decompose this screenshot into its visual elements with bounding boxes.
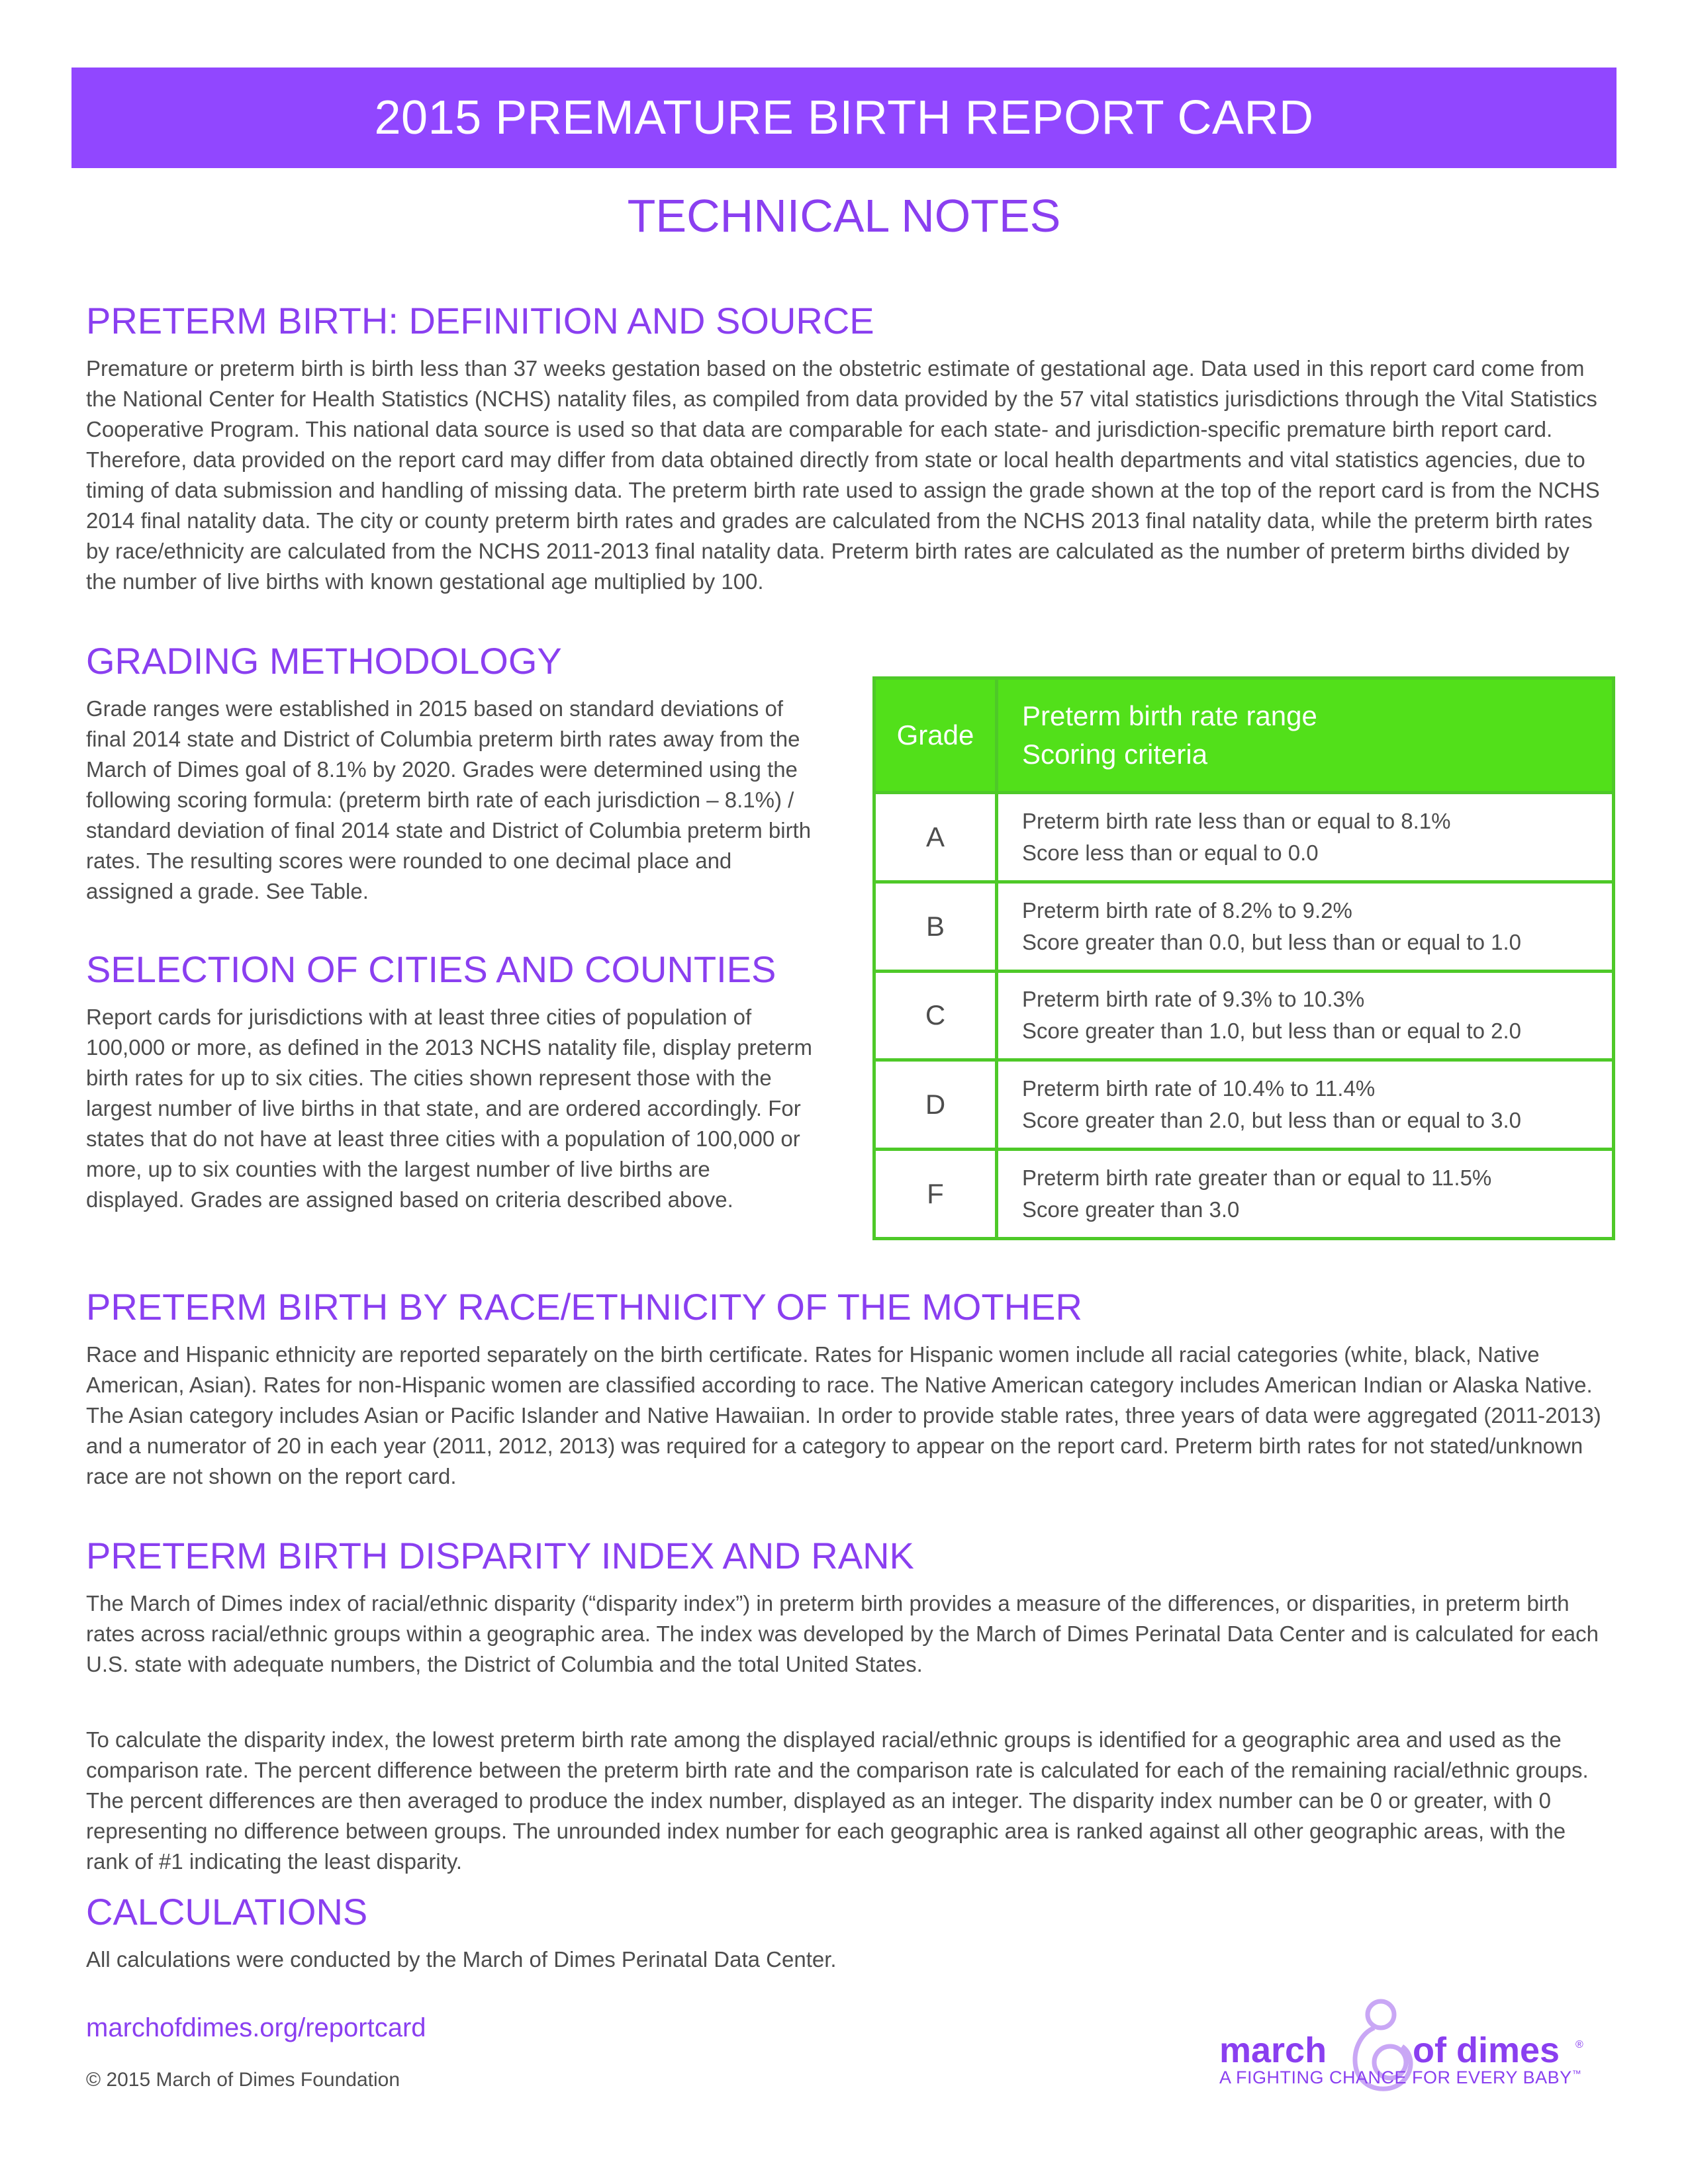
- race-heading: PRETERM BIRTH BY RACE/ETHNICITY OF THE MOTHER: [86, 1286, 1082, 1328]
- grading-heading: GRADING METHODOLOGY: [86, 640, 562, 682]
- tagline: [1219, 2068, 1581, 2088]
- criteria-cell: [997, 971, 1614, 1060]
- criteria-header-label: Scoring criteria: [1022, 739, 1208, 770]
- criteria-text: Score less than or equal to 0.0: [1022, 840, 1319, 865]
- range-header-label: Preterm birth rate range: [1022, 700, 1317, 731]
- race-body: Race and Hispanic ethnicity are reported separately on the birth certificate. Rates for Hispanic women include all racial categories (white, black, Native American, Asian). Rates for non-Hispanic women are classified according to race. The Native American category includes American Indian or Alaska Native. The Asian category includes Asian or Pacific Islander and Native Hawaiian. In order to provide stable rates, three years of data were aggregated (2011-2013) and a numerator of 20 in each year (2011, 2012, 2013) was required for a category to appear on the report card. Preterm birth rates for not stated/unknown race are not shown on the report card.: [86, 1342, 1601, 1488]
- table-row: [874, 1150, 1614, 1239]
- criteria-cell: [997, 1150, 1614, 1239]
- report-card-banner: [71, 68, 1617, 168]
- copyright-text: © 2015 March of Dimes Foundation: [86, 2069, 400, 2091]
- criteria-text: Score greater than 1.0, but less than or equal to 2.0: [1022, 1019, 1521, 1044]
- criteria-text: Score greater than 3.0: [1022, 1197, 1240, 1222]
- criteria-cell: [997, 1060, 1614, 1150]
- range-text: Preterm birth rate less than or equal to 8.1%: [1022, 808, 1451, 833]
- definition-body: Premature or preterm birth is birth less than 37 weeks gestation based on the obstetric estimate of gestational age. Data used in this report card come from the National Center for Health Statistics (NCHS) natality files, as compiled from data provided by the 57 vital statistics jurisdictions through the Vital Statistics Cooperative Program. This national data source is used so that data are comparable for each state- and jurisdiction-specific premature birth report card. Therefore, data provided on the report card may differ from data obtained directly from state or local health departments and vital statistics agencies, due to timing of data submission and handling of missing data. The preterm birth rate used to assign the grade shown at the top of the report card is from the NCHS 2014 final natality data. The city or county preterm birth rates and grades are calculated from the NCHS 2013 final natality data, while the preterm birth rates by race/ethnicity are calculated from the NCHS 2011-2013 final natality data. Preterm birth rates are calculated as the number of preterm births divided by the number of live births with known gestational age multiplied by 100.: [86, 356, 1600, 594]
- page-title: TECHNICAL NOTES: [627, 190, 1061, 242]
- table-row: [874, 793, 1614, 882]
- definition-heading: PRETERM BIRTH: DEFINITION AND SOURCE: [86, 300, 874, 341]
- report-card-link[interactable]: marchofdimes.org/reportcard: [86, 2013, 426, 2042]
- criteria-text: Score greater than 0.0, but less than or equal to 1.0: [1022, 929, 1521, 954]
- tagline-trademark: ™: [1571, 2068, 1582, 2079]
- grade-cell: A: [874, 793, 997, 882]
- table-row: [874, 882, 1614, 971]
- grade-cell: B: [874, 882, 997, 971]
- disparity-body-1: The March of Dimes index of racial/ethnic disparity (“disparity index”) in preterm birth provides a measure of the differences, or disparities, in preterm birth rates across racial/ethnic groups within a geographic area. The index was developed by the March of Dimes Perinatal Data Center and is calculated for each U.S. state with adequate numbers, the District of Columbia and the total United States.: [86, 1591, 1599, 1676]
- criteria-cell: [997, 793, 1614, 882]
- disparity-body-2: To calculate the disparity index, the lowest preterm birth rate among the displayed racial/ethnic groups is identified for a geographic area and used as the comparison rate. The percent difference between the preterm birth rate and the comparison rate is calculated for each of the remaining racial/ethnic groups. The percent differences are then averaged to produce the index number, displayed as an integer. The disparity index number can be 0 or greater, with 0 representing no difference between groups. The unrounded index number for each geographic area is ranked against all other geographic areas, with the rank of #1 indicating the least disparity.: [86, 1727, 1589, 1874]
- calculations-body: All calculations were conducted by the March of Dimes Perinatal Data Center.: [86, 1947, 837, 1972]
- range-text: Preterm birth rate greater than or equal to 11.5%: [1022, 1165, 1492, 1191]
- banner-title: 2015 PREMATURE BIRTH REPORT CARD: [374, 91, 1314, 144]
- logo-word-of-dimes: of dimes: [1413, 2030, 1560, 2070]
- grade-cell: C: [874, 971, 997, 1060]
- criteria-cell: [997, 882, 1614, 971]
- range-column-header: [997, 678, 1614, 793]
- grade-column-header: Grade: [874, 678, 997, 793]
- grade-cell: D: [874, 1060, 997, 1150]
- range-text: Preterm birth rate of 10.4% to 11.4%: [1022, 1076, 1376, 1101]
- grade-table-header: [874, 678, 1614, 793]
- logo-word-march: march: [1219, 2030, 1327, 2070]
- calculations-heading: CALCULATIONS: [86, 1891, 368, 1933]
- grading-body: Grade ranges were established in 2015 based on standard deviations of final 2014 state and District of Columbia preterm birth rates away from the March of Dimes goal of 8.1% by 2020. Grades were determined using the following scoring formula: (preterm birth rate of each jurisdiction – 8.1%) / standard deviation of final 2014 state and District of Columbia preterm birth rates. The resulting scores were rounded to one decimal place and assigned a grade. See Table.: [86, 696, 812, 903]
- selection-heading: SELECTION OF CITIES AND COUNTIES: [86, 948, 776, 990]
- grade-cell: F: [874, 1150, 997, 1239]
- range-text: Preterm birth rate of 9.3% to 10.3%: [1022, 987, 1365, 1012]
- selection-body: Report cards for jurisdictions with at least three cities of population of 100,000 or more, as defined in the 2013 NCHS natality file, display preterm birth rates for up to six cities. The cities shown represent those with the largest number of live births in that state, and are ordered accordingly. For states that do not have at least three cities with a population of 100,000 or more, up to six counties with the largest number of live births are displayed. Grades are assigned based on criteria described above.: [86, 1005, 812, 1212]
- range-text: Preterm birth rate of 8.2% to 9.2%: [1022, 897, 1352, 923]
- table-row: [874, 1060, 1614, 1150]
- criteria-text: Score greater than 2.0, but less than or equal to 3.0: [1022, 1108, 1521, 1133]
- grade-table: [872, 676, 1615, 1240]
- tagline-text: A FIGHTING CHANCE FOR EVERY BABY: [1219, 2068, 1572, 2087]
- disparity-heading: PRETERM BIRTH DISPARITY INDEX AND RANK: [86, 1535, 914, 1576]
- logo-registered-mark: ®: [1575, 2039, 1583, 2050]
- table-row: [874, 971, 1614, 1060]
